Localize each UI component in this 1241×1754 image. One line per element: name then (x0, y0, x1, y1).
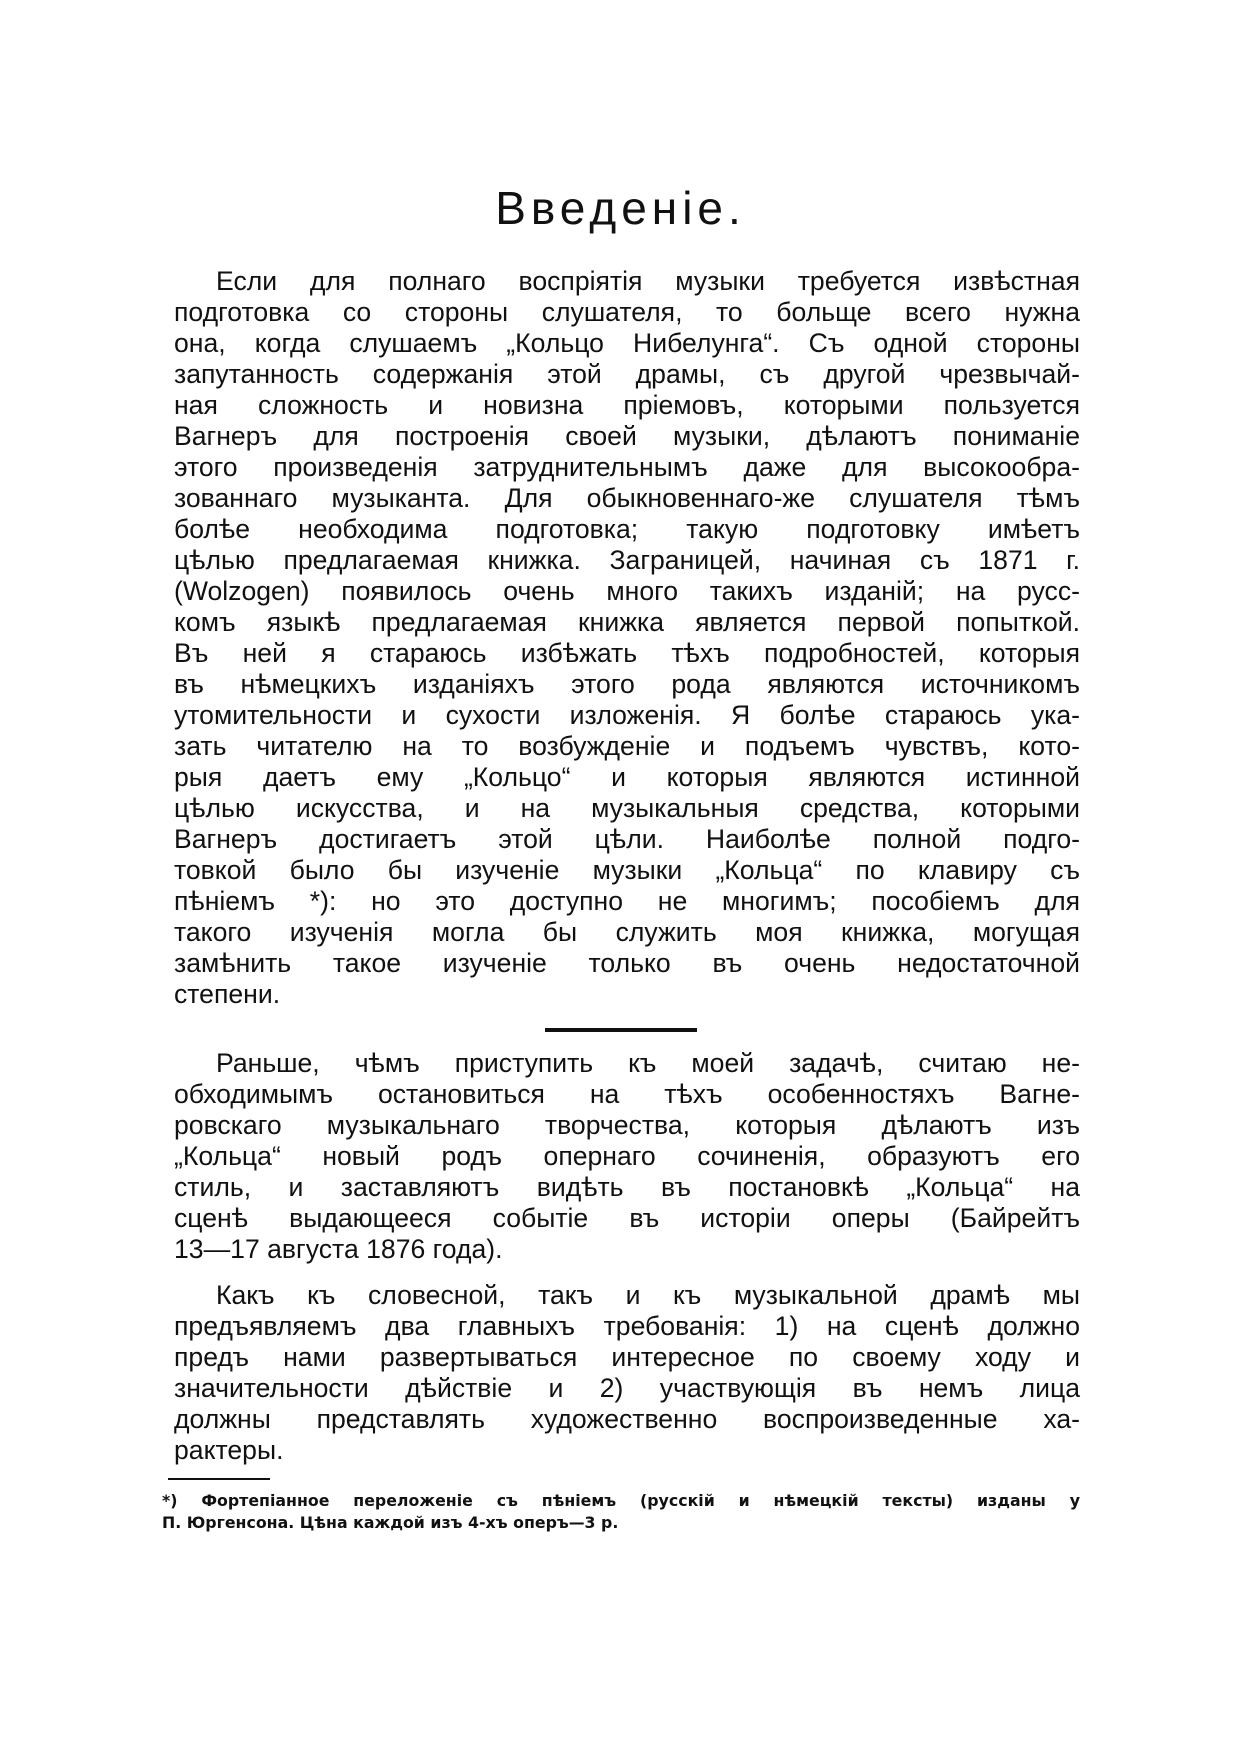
text-line: ная сложность и новизна прiемовъ, которыми пользуется (174, 390, 1080, 420)
text-line: Вагнеръ достигаетъ этой цѣли. Наиболѣе полной подго- (174, 824, 1080, 854)
chapter-title: Введенiе. (495, 182, 746, 234)
text-line: Вагнеръ для построенiя своей музыки, дѣлаютъ пониманiе (174, 421, 1080, 451)
text-line: предъявляемъ два главныхъ требованiя: 1) на сценѣ должно (174, 1311, 1080, 1341)
text-line: она, когда слушаемъ „Кольцо Нибелунга“. Съ одной стороны (174, 328, 1080, 358)
text-line: Если для полнаго воспрiятiя музыки требуется извѣстная (216, 266, 1080, 296)
text-line: значительности дѣйствiе и 2) участвующiя въ немъ лица (174, 1373, 1080, 1403)
text-line: запутанность содержанiя этой драмы, съ другой чрезвычай- (174, 359, 1080, 389)
text-line: обходимымъ остановиться на тѣхъ особенностяхъ Вагне- (174, 1079, 1080, 1109)
paragraph-2 (174, 1048, 1080, 1265)
text-line: зованнаго музыканта. Для обыкновеннаго-же слушателя тѣмъ (174, 483, 1080, 513)
text-line: подготовка со стороны слушателя, то больще всего нужна (174, 297, 1080, 327)
text-line: болѣе необходима подготовка; такую подготовку имѣетъ (174, 514, 1080, 544)
text-line: Въ ней я стараюсь избѣжать тѣхъ подробностей, которыя (174, 638, 1080, 668)
text-line: въ нѣмецкихъ изданiяхъ этого рода являются источникомъ (174, 669, 1080, 699)
text-line: комъ языкѣ предлагаемая книжка является первой попыткой. (174, 607, 1080, 637)
paragraph-1 (174, 266, 1080, 1010)
text-line: стиль, и заставляютъ видѣть въ постановкѣ „Кольца“ на (174, 1172, 1080, 1202)
text-line: (Wolzogen) появилось очень много такихъ изданiй; на русс- (174, 576, 1080, 606)
section-divider (545, 1028, 697, 1032)
text-line: цѣлью искусства, и на музыкальныя средства, которыми (174, 793, 1080, 823)
text-line: утомительности и сухости изложенiя. Я болѣе стараюсь ука- (174, 700, 1080, 730)
text-line: сценѣ выдающееся событiе въ исторiи оперы (Байрейтъ (174, 1203, 1080, 1233)
text-line: пѣнiемъ *): но это доступно не многимъ; пособiемъ для (174, 886, 1080, 916)
text-line: Раньше, чѣмъ приступить къ моей задачѣ, считаю не- (216, 1048, 1080, 1078)
text-line: рыя даетъ ему „Кольцо“ и которыя являются истинной (174, 762, 1080, 792)
text-line: этого произведенiя затруднительнымъ даже для высокообра- (174, 452, 1080, 482)
footnote-line: *) Фортепiанное переложенiе съ пѣнiемъ (русскiй и нѣмецкiй тексты) изданы у (162, 1491, 1080, 1510)
text-line: должны представлять художественно воспроизведенные ха- (174, 1404, 1080, 1434)
text-line: замѣнить такое изученiе только въ очень недостаточной (174, 948, 1080, 978)
text-line: ровскаго музыкальнаго творчества, которыя дѣлаютъ изъ (174, 1110, 1080, 1140)
text-line: такого изученiя могла бы служить моя книжка, могущая (174, 917, 1080, 947)
text-line: 13—17 августа 1876 года). (174, 1234, 503, 1264)
text-line: рактеры. (174, 1435, 284, 1465)
text-line: предъ нами развертываться интересное по своему ходу и (174, 1342, 1080, 1372)
text-line: товкой было бы изученiе музыки „Кольца“ по клавиру съ (174, 855, 1080, 885)
text-line: степени. (174, 979, 281, 1009)
footnote (162, 1490, 1080, 1534)
footnote-separator (168, 1478, 270, 1480)
footnote-line: П. Юргенсона. Цѣна каждой изъ 4-хъ оперъ—3 р. (162, 1513, 619, 1532)
text-line: Какъ къ словесной, такъ и къ музыкальной драмѣ мы (216, 1280, 1080, 1310)
text-line: зать читателю на то возбужденiе и подъемъ чувствъ, кото- (174, 731, 1080, 761)
text-line: „Кольца“ новый родъ опернаго сочиненiя, образуютъ его (174, 1141, 1080, 1171)
text-line: цѣлью предлагаемая книжка. Заграницей, начиная съ 1871 г. (174, 545, 1080, 575)
paragraph-3 (174, 1280, 1080, 1466)
